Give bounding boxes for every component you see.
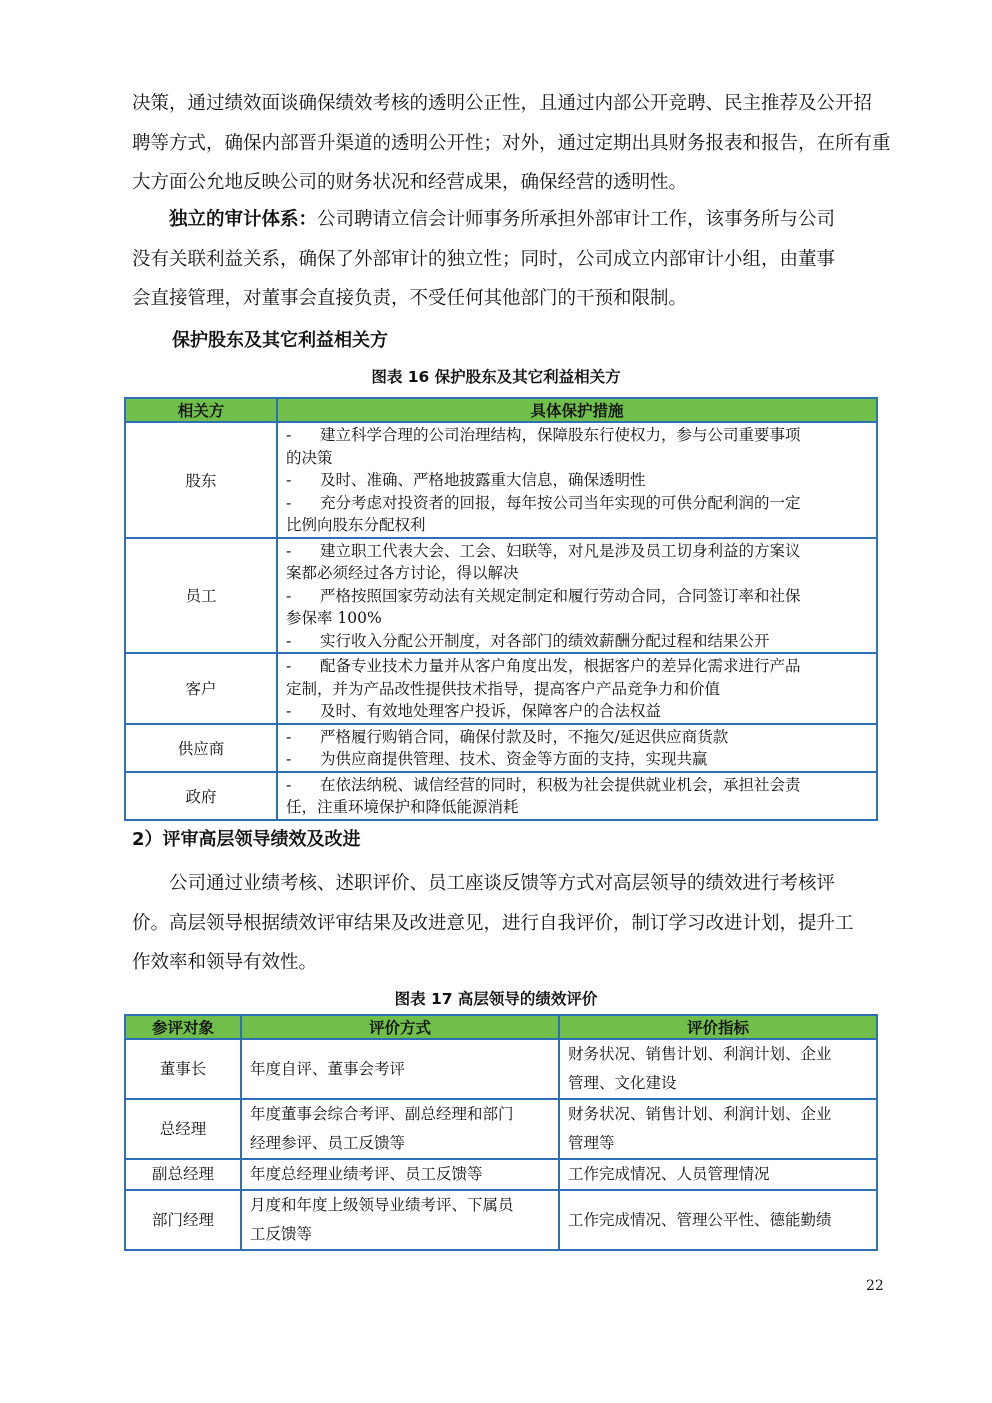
stakeholder-name: 股东 (125, 422, 277, 538)
measure-continuation: 参保率 100% (286, 609, 382, 627)
bullet-dash: - (286, 750, 292, 768)
measures-cell (277, 653, 877, 724)
bullet-dash: - (286, 702, 292, 720)
cell-line: 年度总经理业绩考评、员工反馈等 (250, 1165, 483, 1183)
table-header-row (125, 398, 877, 422)
measure-text: 配备专业技术力量并从客户角度出发，根据客户的差异化需求进行产品 (320, 657, 801, 675)
measure-item (286, 748, 870, 771)
measure-text: 在依法纳税、诚信经营的同时，积极为社会提供就业机会，承担社会责 (320, 775, 801, 794)
cell-line: 管理等 (568, 1134, 615, 1152)
table-row (125, 1159, 877, 1190)
cell-line: 经理参评、员工反馈等 (250, 1134, 406, 1152)
measure-item (286, 655, 870, 678)
audit-label: 独立的审计体系： (169, 209, 318, 230)
measure-text: 及时、准确、严格地披露重大信息，确保透明性 (320, 471, 646, 489)
measure-item (286, 469, 870, 492)
bullet-dash: - (286, 727, 292, 746)
measure-continuation: 的决策 (286, 448, 333, 467)
eval-line: 公司通过业绩考核、述职评价、员工座谈反馈等方式对高层领导的绩效进行考核评 (169, 873, 836, 894)
subsection-heading: 2）评审高层领导绩效及改进 (132, 829, 361, 850)
stakeholder-name: 供应商 (125, 724, 277, 772)
bullet-dash: - (286, 426, 292, 444)
measure-text: 严格履行购销合同，确保付款及时，不拖欠/延迟供应商货款 (320, 727, 729, 746)
bullet-dash: - (286, 541, 292, 560)
measure-item (286, 630, 870, 653)
measure-item (286, 774, 870, 797)
evaluation-paragraph (132, 864, 902, 983)
measure-item (286, 492, 870, 515)
bullet-dash: - (286, 493, 292, 512)
audit-text: 公司聘请立信会计师事务所承担外部审计工作，该事务所与公司 (317, 209, 836, 230)
measure-text: 严格按照国家劳动法有关规定制定和履行劳动合同，合同签订率和社保 (320, 586, 801, 605)
cell-line: 月度和年度上级领导业绩考评、下属员 (250, 1196, 514, 1214)
audit-line: 没有关联利益关系，确保了外部审计的独立性；同时，公司成立内部审计小组，由董事 (132, 248, 836, 270)
evaluation-indicator (559, 1099, 877, 1159)
column-header: 相关方 (125, 398, 277, 422)
cell-line: 财务状况、销售计划、利润计划、企业 (568, 1045, 832, 1063)
stakeholder-name: 客户 (125, 653, 277, 724)
bullet-dash: - (286, 775, 292, 794)
column-header: 参评对象 (125, 1015, 241, 1039)
section-heading: 保护股东及其它利益相关方 (172, 330, 388, 351)
eval-line: 作效率和领导有效性。 (132, 952, 318, 973)
measure-continuation: 比例向股东分配权利 (286, 516, 426, 534)
audit-line: 会直接管理，对董事会直接负责，不受任何其他部门的干预和限制。 (132, 288, 688, 309)
cell-line: 工作完成情况、人员管理情况 (568, 1165, 770, 1183)
cell-line: 管理、文化建设 (568, 1074, 677, 1092)
measures-cell (277, 724, 877, 772)
measure-continuation: 案都必须经过各方讨论，得以解决 (286, 564, 519, 582)
evaluation-target: 总经理 (125, 1099, 241, 1159)
table-row (125, 653, 877, 724)
measure-text: 为供应商提供管理、技术、资金等方面的支持，实现共赢 (320, 750, 708, 768)
measure-item (286, 726, 870, 749)
measure-text: 建立职工代表大会、工会、妇联等，对凡是涉及员工切身利益的方案议 (320, 541, 801, 560)
table-row (125, 772, 877, 820)
column-header: 具体保护措施 (277, 398, 877, 422)
stakeholder-name: 员工 (125, 538, 277, 654)
measure-continuation: 任，注重环境保护和降低能源消耗 (286, 798, 519, 816)
measure-text: 实行收入分配公开制度，对各部门的绩效薪酬分配过程和结果公开 (320, 631, 770, 650)
intro-line: 决策，通过绩效面谈确保绩效考核的透明公正性，且通过内部公开竞聘、民主推荐及公开招 (132, 93, 873, 114)
table-row (125, 422, 877, 538)
intro-line: 大方面公允地反映公司的财务状况和经营成果，确保经营的透明性。 (132, 172, 688, 193)
measures-cell (277, 538, 877, 654)
bullet-dash: - (286, 657, 292, 675)
measures-cell (277, 772, 877, 820)
stakeholder-name: 政府 (125, 772, 277, 820)
measure-item (286, 585, 870, 608)
evaluation-target: 副总经理 (125, 1159, 241, 1190)
eval-line: 价。高层领导根据绩效评审结果及改进意见，进行自我评价，制订学习改进计划，提升工 (132, 912, 854, 934)
stakeholder-table (124, 397, 878, 821)
table-header-row (125, 1015, 877, 1039)
evaluation-method (241, 1099, 559, 1159)
cell-line: 年度董事会综合考评、副总经理和部门 (250, 1105, 514, 1123)
evaluation-indicator (559, 1190, 877, 1250)
measure-text: 充分考虑对投资者的回报，每年按公司当年实现的可供分配利润的一定 (320, 493, 801, 512)
evaluation-target: 董事长 (125, 1039, 241, 1099)
measures-cell (277, 422, 877, 538)
evaluation-target: 部门经理 (125, 1190, 241, 1250)
measure-continuation: 定制，并为产品改性提供技术指导，提高客户产品竞争力和价值 (286, 679, 721, 698)
audit-line (132, 200, 902, 240)
cell-line: 工反馈等 (250, 1225, 313, 1243)
evaluation-indicator (559, 1159, 877, 1190)
cell-line: 年度自评、董事会考评 (250, 1059, 406, 1078)
column-header: 评价方式 (241, 1015, 559, 1039)
table-row (125, 1099, 877, 1159)
measure-item (286, 540, 870, 563)
measure-item (286, 424, 870, 447)
cell-line: 工作完成情况、管理公平性、德能勤绩 (568, 1210, 832, 1229)
evaluation-method (241, 1039, 559, 1099)
bullet-dash: - (286, 631, 292, 650)
audit-paragraph (132, 200, 902, 319)
measure-text: 建立科学合理的公司治理结构，保障股东行使权力，参与公司重要事项 (320, 426, 801, 444)
column-header: 评价指标 (559, 1015, 877, 1039)
cell-line: 财务状况、销售计划、利润计划、企业 (568, 1105, 832, 1123)
leader-evaluation-table (124, 1014, 878, 1251)
bullet-dash: - (286, 586, 292, 605)
evaluation-method (241, 1159, 559, 1190)
table-row (125, 1039, 877, 1099)
page-number: 22 (866, 1278, 884, 1294)
evaluation-indicator (559, 1039, 877, 1099)
table16-caption: 图表 16 保护股东及其它利益相关方 (371, 368, 621, 386)
measure-text: 及时、有效地处理客户投诉，保障客户的合法权益 (320, 702, 662, 720)
table17-caption: 图表 17 高层领导的绩效评价 (394, 990, 598, 1008)
table-row (125, 724, 877, 772)
bullet-dash: - (286, 471, 292, 489)
intro-paragraph (132, 84, 902, 203)
measure-item (286, 700, 870, 723)
table-row (125, 538, 877, 654)
evaluation-method (241, 1190, 559, 1250)
intro-line: 聘等方式，确保内部晋升渠道的透明公开性；对外，通过定期出具财务报表和报告，在所有重 (132, 132, 891, 154)
table-row (125, 1190, 877, 1250)
